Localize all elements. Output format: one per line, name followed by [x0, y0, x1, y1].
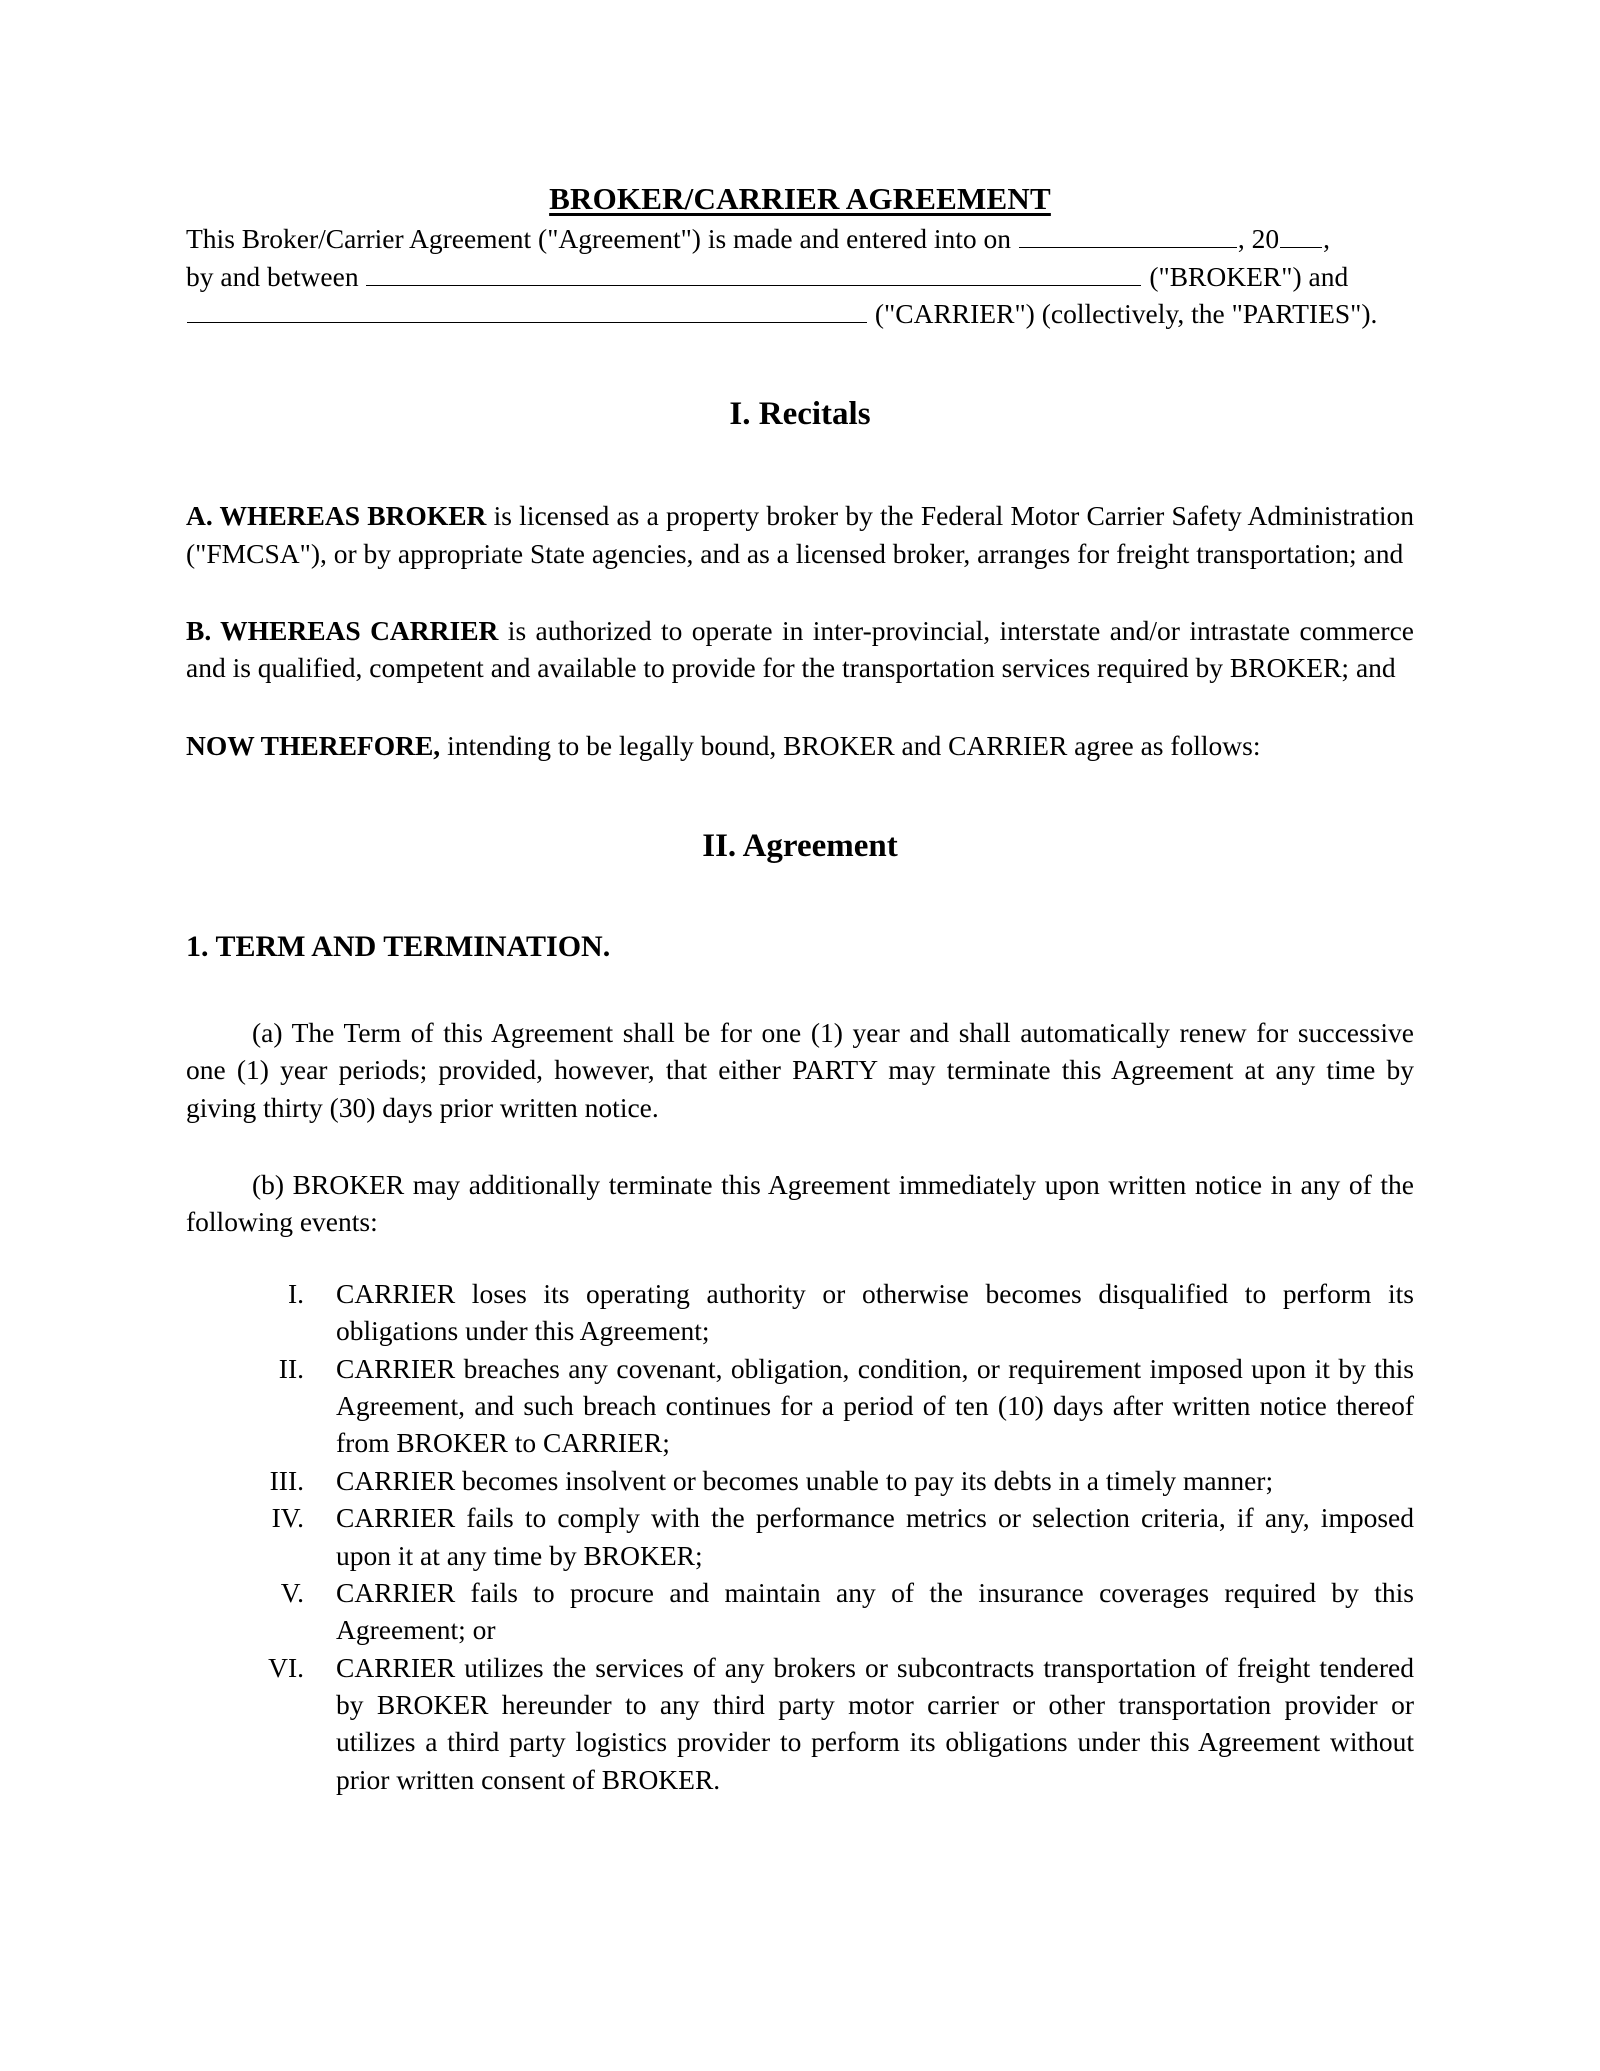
intro-text-2: , 20	[1237, 223, 1280, 255]
list-item-text: CARRIER utilizes the services of any brokers or subcontracts transportation of freight tendered by BROKER hereunder to any third party motor carrier or other transportation provider or utilizes a third party logistics provider to perform its obligations under this Agreement without prior written consent of BROKER.	[336, 1651, 1414, 1795]
list-item-numeral: I.	[287, 1277, 304, 1309]
spacer	[186, 1126, 1414, 1166]
list-item-numeral: V.	[280, 1576, 304, 1608]
page-title	[186, 0, 1414, 220]
heading-term-and-termination: 1. TERM AND TERMINATION.	[186, 930, 611, 964]
spacer	[186, 437, 1414, 497]
list-item-numeral: VI.	[268, 1651, 304, 1683]
intro-text-5: ("BROKER") and	[1142, 260, 1349, 292]
list-item	[186, 1350, 1414, 1462]
clause-1b-paragraph: (b) BROKER may additionally terminate this Agreement immediately upon written notice in any of the following events:	[186, 1169, 1414, 1238]
list-item	[186, 1499, 1414, 1574]
now-therefore-label: NOW THEREFORE,	[186, 729, 441, 761]
list-item-numeral: II.	[278, 1352, 304, 1384]
list-item	[186, 1462, 1414, 1499]
list-item-text: CARRIER fails to procure and maintain any of the insurance coverages required by this Agreement; or	[336, 1576, 1414, 1646]
intro-text-1: This Broker/Carrier Agreement ("Agreement") is made and entered into on	[186, 223, 1018, 255]
spacer	[186, 332, 1414, 392]
list-item-numeral: III.	[269, 1464, 304, 1496]
list-item-numeral: IV.	[271, 1502, 304, 1534]
year-blank-field[interactable]	[1280, 221, 1322, 248]
date-blank-field[interactable]	[1019, 221, 1237, 248]
recital-a-body: is licensed as a property broker by the Federal Motor Carrier Safety Administration ("FMCSA"), or by appropriate State agencies, and as a licensed broker, arranges for freight transportation; and	[186, 500, 1414, 569]
recital-a-label: A. WHEREAS BROKER	[186, 500, 487, 532]
termination-events-list	[186, 1275, 1414, 1798]
heading-recitals: I. Recitals	[729, 396, 871, 433]
broker-name-blank-field[interactable]	[366, 258, 1141, 285]
spacer	[186, 869, 1414, 927]
spacer	[186, 687, 1414, 727]
spacer	[186, 968, 1414, 1014]
intro-text-4: by and between	[186, 260, 366, 292]
list-item-text: CARRIER loses its operating authority or otherwise becomes disqualified to perform its obligations under this Agreement;	[336, 1277, 1414, 1347]
recital-b-label: B. WHEREAS CARRIER	[186, 614, 499, 646]
now-therefore-paragraph	[186, 727, 1414, 764]
intro-text-3: ,	[1323, 223, 1331, 255]
heading-agreement: II. Agreement	[702, 828, 898, 865]
list-item-text: CARRIER fails to comply with the performance metrics or selection criteria, if any, imposed upon it at any time by BROKER;	[336, 1502, 1414, 1571]
spacer	[186, 764, 1414, 824]
spacer	[186, 572, 1414, 612]
recital-item-a	[186, 497, 1414, 572]
intro-paragraph	[186, 220, 1414, 332]
list-item	[186, 1275, 1414, 1350]
carrier-name-blank-field[interactable]	[187, 296, 867, 323]
list-item-text: CARRIER breaches any covenant, obligation, condition, or requirement imposed upon it by this Agreement, and such breach continues for a period of ten (10) days after written notice thereof from BROKER to CARRIER;	[336, 1352, 1414, 1459]
list-item	[186, 1574, 1414, 1649]
intro-text-6: ("CARRIER") (collectively, the "PARTIES").	[868, 297, 1378, 329]
spacer	[186, 1241, 1414, 1275]
clause-1a-paragraph: (a) The Term of this Agreement shall be for one (1) year and shall automatically renew for successive one (1) year periods; provided, however, that either PARTY may terminate this Agreement at any time by giving thirty (30) days prior written notice.	[186, 1016, 1414, 1123]
recital-item-b	[186, 612, 1414, 687]
document-body	[186, 0, 1414, 1798]
page-title-text: BROKER/CARRIER AGREEMENT	[549, 181, 1051, 216]
list-item-text: CARRIER becomes insolvent or becomes unable to pay its debts in a timely manner;	[336, 1464, 1274, 1496]
recital-b-body: is authorized to operate in inter-provincial, interstate and/or intrastate commerce and is qualified, competent and available to provide for the transportation services required by BROKER; and	[186, 614, 1415, 684]
list-item	[186, 1649, 1414, 1799]
now-therefore-body: intending to be legally bound, BROKER and CARRIER agree as follows:	[440, 729, 1261, 761]
